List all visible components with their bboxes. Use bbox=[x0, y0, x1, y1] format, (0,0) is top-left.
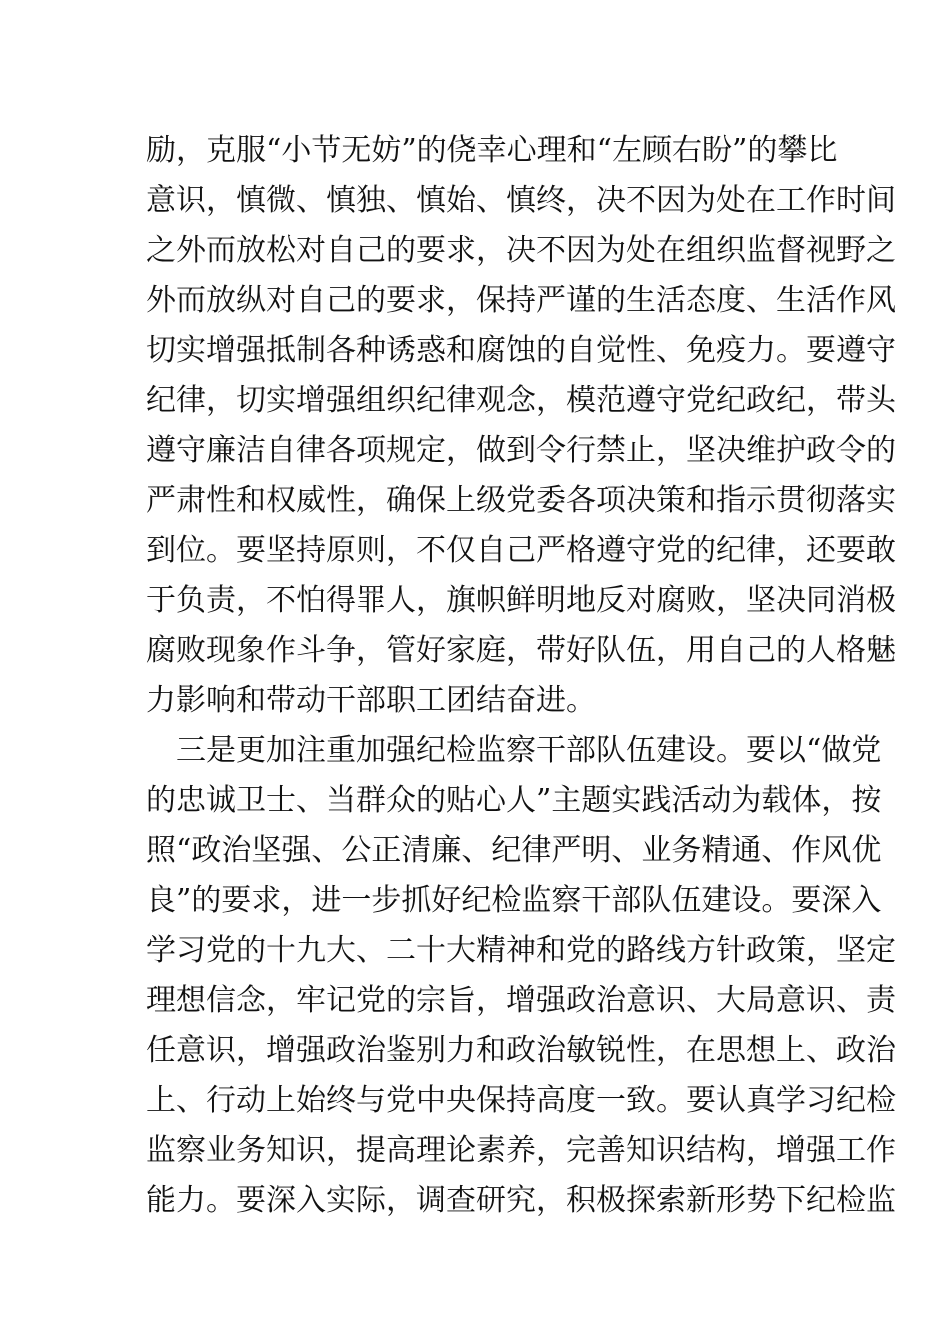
text-line: 之外而放松对自己的要求，决不因为处在组织监督视野之 bbox=[146, 233, 896, 268]
text-line: 意识，慎微、慎独、慎始、慎终，决不因为处在工作时间 bbox=[146, 183, 896, 218]
text-line: 理想信念，牢记党的宗旨，增强政治意识、大局意识、责 bbox=[146, 983, 896, 1018]
text-line: 监察业务知识，提高理论素养，完善知识结构，增强工作 bbox=[146, 1133, 896, 1168]
text-line: 腐败现象作斗争，管好家庭，带好队伍，用自己的人格魅 bbox=[146, 633, 896, 668]
text-line: 于负责，不怕得罪人，旗帜鲜明地反对腐败，坚决同消极 bbox=[146, 583, 896, 618]
text-line: 严肃性和权威性，确保上级党委各项决策和指示贯彻落实 bbox=[146, 483, 896, 518]
text-line: 学习党的十九大、二十大精神和党的路线方针政策，坚定 bbox=[146, 933, 896, 968]
text-line: 任意识，增强政治鉴别力和政治敏锐性，在思想上、政治 bbox=[146, 1033, 896, 1068]
text-line: 力影响和带动干部职工团结奋进。 bbox=[146, 683, 596, 718]
text-line: 到位。要坚持原则，不仅自己严格遵守党的纪律，还要敢 bbox=[146, 533, 896, 568]
text-line: 纪律，切实增强组织纪律观念，模范遵守党纪政纪，带头 bbox=[146, 383, 896, 418]
text-line: 的忠诚卫士、当群众的贴心人”主题实践活动为载体，按 bbox=[146, 783, 882, 818]
text-line: 良”的要求，进一步抓好纪检监察干部队伍建设。要深入 bbox=[146, 883, 882, 918]
text-line: 上、行动上始终与党中央保持高度一致。要认真学习纪检 bbox=[146, 1083, 896, 1118]
text-line: 励，克服“小节无妨”的侥幸心理和“左顾右盼”的攀比 bbox=[146, 133, 838, 168]
text-line: 切实增强抵制各种诱惑和腐蚀的自觉性、免疫力。要遵守 bbox=[146, 333, 896, 368]
text-line: 外而放纵对自己的要求，保持严谨的生活态度、生活作风 bbox=[146, 283, 896, 318]
text-line: 遵守廉洁自律各项规定，做到令行禁止，坚决维护政令的 bbox=[146, 433, 896, 468]
text-line: 照“政治坚强、公正清廉、纪律严明、业务精通、作风优 bbox=[146, 833, 882, 868]
paragraph-start-line: 三是更加注重加强纪检监察干部队伍建设。要以“做党 bbox=[146, 733, 882, 768]
text-line: 能力。要深入实际，调查研究，积极探索新形势下纪检监 bbox=[146, 1183, 896, 1218]
